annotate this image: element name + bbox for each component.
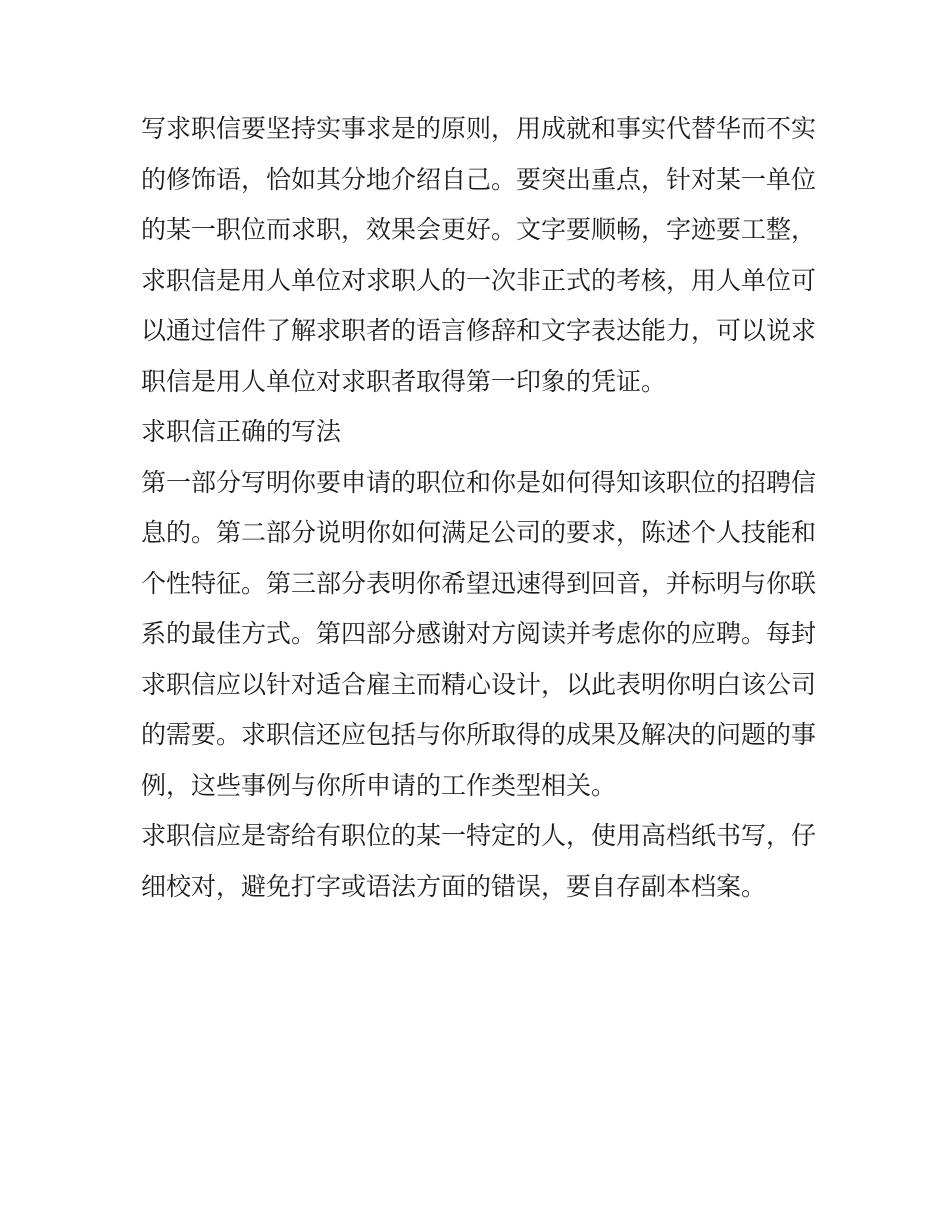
paragraph-structure — [141, 458, 817, 812]
text-line: 求职信是用人单位对求职人的一次非正式的考核，用人单位可 — [141, 265, 817, 295]
text-line: 个性特征。第三部分表明你希望迅速得到回音，并标明与你联 — [141, 568, 817, 598]
text-line: 的某一职位而求职，效果会更好。文字要顺畅，字迹要工整， — [141, 215, 817, 244]
text-line: 的修饰语，恰如其分地介绍自己。要突出重点，针对某一单位 — [141, 164, 817, 194]
text-line: 例，这些事例与你所申请的工作类型相关。 — [141, 770, 617, 800]
text-line: 求职信应以针对适合雇主而精心设计，以此表明你明白该公司 — [141, 669, 817, 699]
section-heading — [141, 407, 811, 458]
document-body — [141, 104, 817, 912]
text-line: 系的最佳方式。第四部分感谢对方阅读并考虑你的应聘。每封 — [141, 619, 817, 648]
text-line: 息的。第二部分说明你如何满足公司的要求，陈述个人技能和 — [141, 518, 817, 547]
text-line: 第一部分写明你要申请的职位和你是如何得知该职位的招聘信 — [141, 467, 817, 497]
text-line: 写求职信要坚持实事求是的原则，用成就和事实代替华而不实 — [141, 114, 817, 143]
text-line: 求职信应是寄给有职位的某一特定的人，使用高档纸书写，仔 — [141, 821, 817, 850]
text-line: 的需要。求职信还应包括与你所取得的成果及解决的问题的事 — [141, 720, 817, 749]
paragraph-intro — [141, 104, 817, 407]
paragraph-closing — [141, 811, 817, 912]
text-line: 以通过信件了解求职者的语言修辞和文字表达能力，可以说求 — [141, 316, 817, 345]
heading-text: 求职信正确的写法 — [141, 417, 342, 446]
text-line: 职信是用人单位对求职者取得第一印象的凭证。 — [141, 366, 667, 396]
text-line: 细校对，避免打字或语法方面的错误，要自存副本档案。 — [141, 871, 767, 901]
